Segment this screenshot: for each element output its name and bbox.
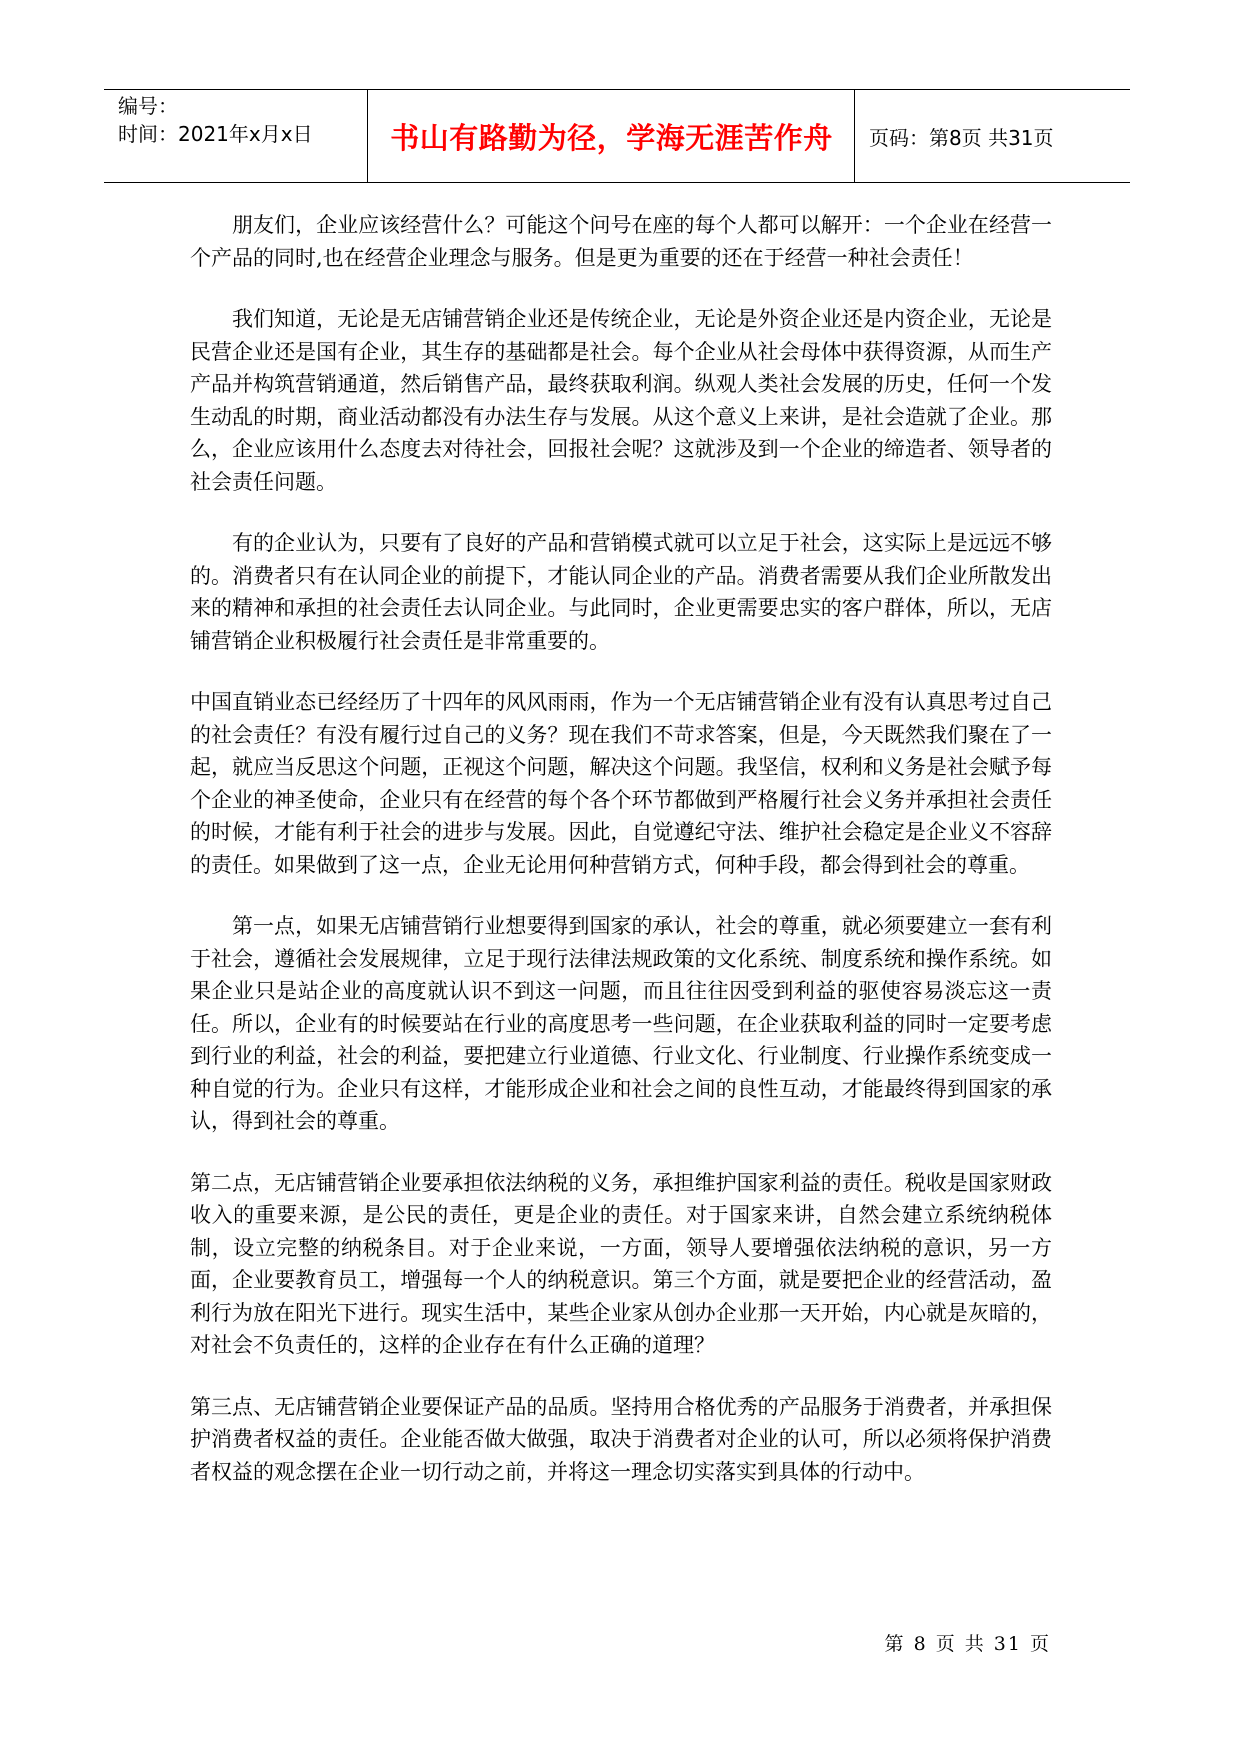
header-page-info: 页码：第8页 共31页: [869, 125, 1054, 150]
page-footer-number: 第 8 页 共 31 页: [884, 1633, 1051, 1655]
paragraph: 第一点，如果无店铺营销行业想要得到国家的承认，社会的尊重，就必须要建立一套有利于社会，遵循社会发展规律，立足于现行法律法规政策的文化系统、制度系统和操作系统。如果企业只是站企业的高度就认识不到这一问题，而且往往因受到利益的驱使容易淡忘这一责任。所以，企业有的时候要站在行业的高度思考一些问题，在企业获取利益的同时一定要考虑到行业的利益，社会的利益，要把建立行业道德、行业文化、行业制度、行业操作系统变成一种自觉的行为。企业只有这样，才能形成企业和社会之间的良性互动，才能最终得到国家的承认，得到社会的尊重。: [190, 914, 1052, 1133]
paragraph: 中国直销业态已经经历了十四年的风风雨雨，作为一个无店铺营销企业有没有认真思考过自己的社会责任？有没有履行过自己的义务？现在我们不苛求答案，但是，今天既然我们聚在了一起，就应当反思这个问题，正视这个问题，解决这个问题。我坚信，权利和义务是社会赋予每个企业的神圣使命，企业只有在经营的每个各个环节都做到严格履行社会义务并承担社会责任的时候，才能有利于社会的进步与发展。因此，自觉遵纪守法、维护社会稳定是企业义不容辞的责任。如果做到了这一点，企业无论用何种营销方式，何种手段，都会得到社会的尊重。: [190, 690, 1052, 877]
paragraph: 有的企业认为，只要有了良好的产品和营销模式就可以立足于社会，这实际上是远远不够的。消费者只有在认同企业的前提下，才能认同企业的产品。消费者需要从我们企业所散发出来的精神和承担的社会责任去认同企业。与此同时，企业更需要忠实的客户群体，所以，无店铺营销企业积极履行社会责任是非常重要的。: [190, 531, 1052, 653]
paragraph: 第三点、无店铺营销企业要保证产品的品质。坚持用合格优秀的产品服务于消费者，并承担保护消费者权益的责任。企业能否做大做强，取决于消费者对企业的认可，所以必须将保护消费者权益的观念摆在企业一切行动之前，并将这一理念切实落实到具体的行动中。: [190, 1394, 1052, 1484]
page-header: [104, 89, 1130, 183]
paragraph: 朋友们，企业应该经营什么？可能这个问号在座的每个人都可以解开：一个企业在经营一个产品的同时,也在经营企业理念与服务。但是更为重要的还在于经营一种社会责任！: [190, 213, 1052, 270]
serial-number-label: 编号：: [118, 94, 178, 118]
header-divider: [367, 90, 368, 182]
header-divider: [854, 90, 855, 182]
paragraph: 第二点，无店铺营销企业要承担依法纳税的义务，承担维护国家利益的责任。税收是国家财政收入的重要来源，是公民的责任，更是企业的责任。对于国家来讲，自然会建立系统纳税体制，设立完整的纳税条目。对于企业来说，一方面，领导人要增强依法纳税的意识，另一方面，企业要教育员工，增强每一个人的纳税意识。第三个方面，就是要把企业的经营活动，盈利行为放在阳光下进行。现实生活中，某些企业家从创办企业那一天开始，内心就是灰暗的，对社会不负责任的，这样的企业存在有什么正确的道理？: [190, 1170, 1052, 1357]
document-body: [190, 209, 1052, 1517]
time-label: 时间：2021年x月x日: [118, 122, 313, 146]
paragraph: 我们知道，无论是无店铺营销企业还是传统企业，无论是外资企业还是内资企业，无论是民营企业还是国有企业，其生存的基础都是社会。每个企业从社会母体中获得资源，从而生产产品并构筑营销通道，然后销售产品，最终获取利润。纵观人类社会发展的历史，任何一个发生动乱的时期，商业活动都没有办法生存与发展。从这个意义上来讲，是社会造就了企业。那么，企业应该用什么态度去对待社会，回报社会呢？这就涉及到一个企业的缔造者、领导者的社会责任问题。: [190, 307, 1052, 494]
header-motto: 书山有路勤为径，学海无涯苦作舟: [390, 120, 833, 155]
header-meta: [118, 92, 363, 148]
